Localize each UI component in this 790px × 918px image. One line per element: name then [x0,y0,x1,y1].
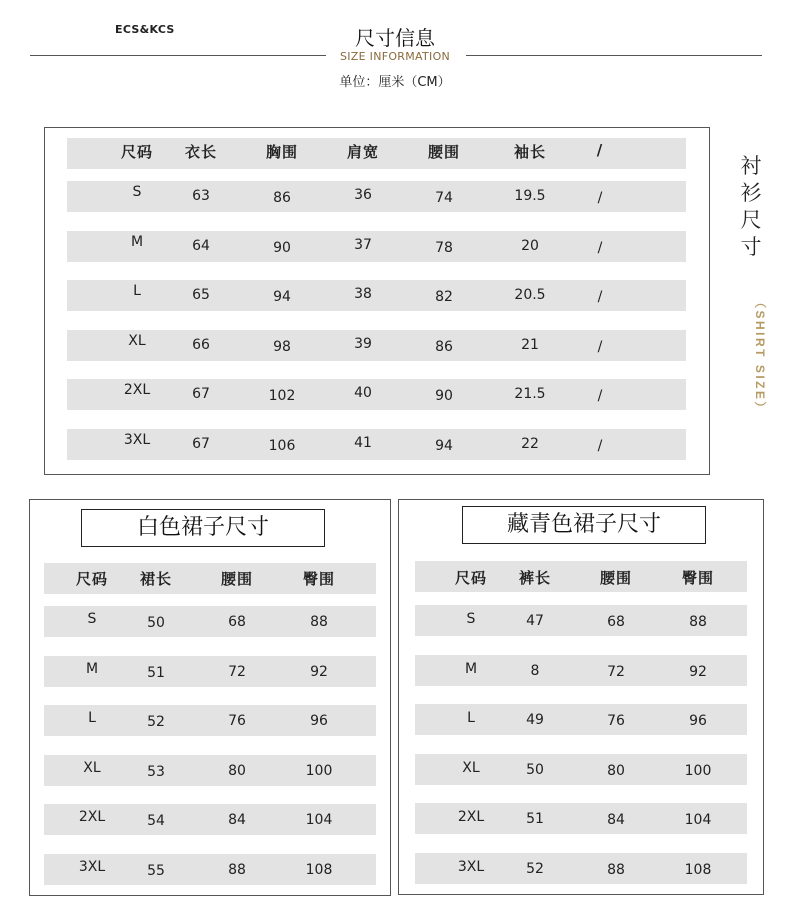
white-skirt-title: 白色裙子尺寸 [81,509,325,547]
table-cell: 104 [684,812,712,828]
table-cell: 80 [228,762,246,779]
page-title: 尺寸信息 [355,26,435,50]
table-cell: 39 [354,335,372,352]
table-cell: 92 [310,663,328,680]
navy-skirt-size-table [398,499,764,895]
table-cell: 55 [147,862,165,879]
table-cell: 68 [607,614,625,630]
table-cell: M [464,660,478,677]
table-cell: 66 [192,336,210,353]
table-cell: 90 [273,239,291,256]
table-cell: 19.5 [514,188,546,204]
table-cell: 52 [526,860,544,877]
table-cell: 76 [228,713,246,729]
table-cell: 84 [228,812,246,828]
column-header: 胸围 [265,143,298,161]
column-header: 衣长 [184,143,217,161]
table-cell: L [88,710,96,726]
table-cell: 2XL [123,382,151,398]
shirt-side-title: 衬衫尺寸 [740,154,762,259]
table-cell: S [87,611,97,627]
table-cell: 22 [521,435,539,452]
table-cell: 54 [147,813,165,829]
table-cell: 86 [273,190,291,206]
table-cell: / [597,190,603,206]
table-cell: 3XL [457,858,485,875]
table-cell: 82 [435,289,453,305]
table-cell: 100 [305,762,333,779]
table-cell: 67 [192,435,210,452]
table-cell: 100 [684,762,712,779]
column-header: 尺码 [75,570,108,588]
table-cell: 104 [305,812,333,828]
table-cell: 47 [526,613,544,629]
table-cell: 2XL [457,809,485,825]
table-cell: 50 [147,615,165,631]
column-header: 袖长 [513,143,546,161]
brand-logo: ECS&KCS [115,23,175,36]
table-cell: 68 [228,614,246,630]
white-skirt-size-table [29,499,391,896]
table-cell: L [467,710,475,726]
table-cell: 50 [526,761,544,778]
page-subtitle: SIZE INFORMATION [339,50,451,63]
table-cell: 53 [147,763,165,780]
table-cell: 88 [228,861,246,878]
table-cell: 84 [607,812,625,828]
table-cell: / [597,289,603,305]
table-cell: M [85,660,99,677]
table-cell: L [133,283,141,299]
table-cell: 80 [607,762,625,779]
table-cell: / [597,338,603,355]
table-cell: 74 [435,190,453,206]
column-header: 臀围 [302,570,335,588]
table-cell: 20 [521,237,539,254]
column-header: 尺码 [120,143,153,161]
column-header: / [596,141,604,159]
table-cell: XL [83,759,101,776]
table-cell: XL [462,759,480,776]
table-cell: 96 [689,713,707,729]
column-header: 裤长 [518,569,551,587]
table-cell: 38 [354,286,372,302]
table-cell: 88 [607,861,625,878]
table-cell: 76 [607,713,625,729]
table-cell: 52 [147,714,165,730]
table-cell: 41 [354,434,372,451]
table-cell: 102 [268,388,296,404]
column-header: 尺码 [454,569,487,587]
unit-note: 单位：厘米（CM） [339,75,451,90]
table-cell: 94 [435,437,453,454]
column-header: 臀围 [681,569,714,587]
table-cell: 21.5 [514,386,546,402]
table-cell: 90 [435,388,453,404]
table-cell: 49 [526,712,544,728]
column-header: 腰围 [427,143,460,161]
table-cell: 40 [354,385,372,401]
table-cell: 78 [435,239,453,256]
table-cell: 36 [354,187,372,203]
column-header: 腰围 [220,570,253,588]
table-cell: 108 [305,861,333,878]
column-header: 裙长 [139,570,172,588]
table-cell: 72 [607,663,625,680]
table-cell: 106 [268,437,296,454]
table-cell: 20.5 [514,287,546,303]
table-cell: 51 [147,664,165,681]
table-cell: / [597,437,603,454]
table-cell: 72 [228,663,246,680]
table-cell: 98 [273,338,291,355]
table-cell: 3XL [123,431,151,448]
table-cell: 108 [684,861,712,878]
column-header: 肩宽 [346,143,379,161]
table-cell: 21 [521,336,539,353]
table-cell: / [597,239,603,256]
table-cell: 51 [526,811,544,827]
table-cell: 63 [192,188,210,204]
navy-skirt-title: 藏青色裙子尺寸 [462,506,706,544]
table-cell: 88 [689,614,707,630]
table-cell: 67 [192,386,210,402]
table-cell: XL [128,332,146,349]
table-cell: 37 [354,236,372,253]
table-cell: M [130,233,144,250]
table-cell: 96 [310,713,328,729]
column-header: 腰围 [599,569,632,587]
table-cell: / [597,388,603,404]
table-cell: 86 [435,338,453,355]
table-cell: 94 [273,289,291,305]
shirt-side-subtitle: （SHIRT SIZE） [753,296,767,417]
table-cell: 8 [530,662,540,679]
table-cell: 65 [192,287,210,303]
table-cell: S [132,184,142,200]
table-cell: S [466,611,476,627]
table-cell: 88 [310,614,328,630]
table-cell: 2XL [78,809,106,825]
table-cell: 3XL [78,858,106,875]
table-cell: 64 [192,237,210,254]
table-cell: 92 [689,663,707,680]
